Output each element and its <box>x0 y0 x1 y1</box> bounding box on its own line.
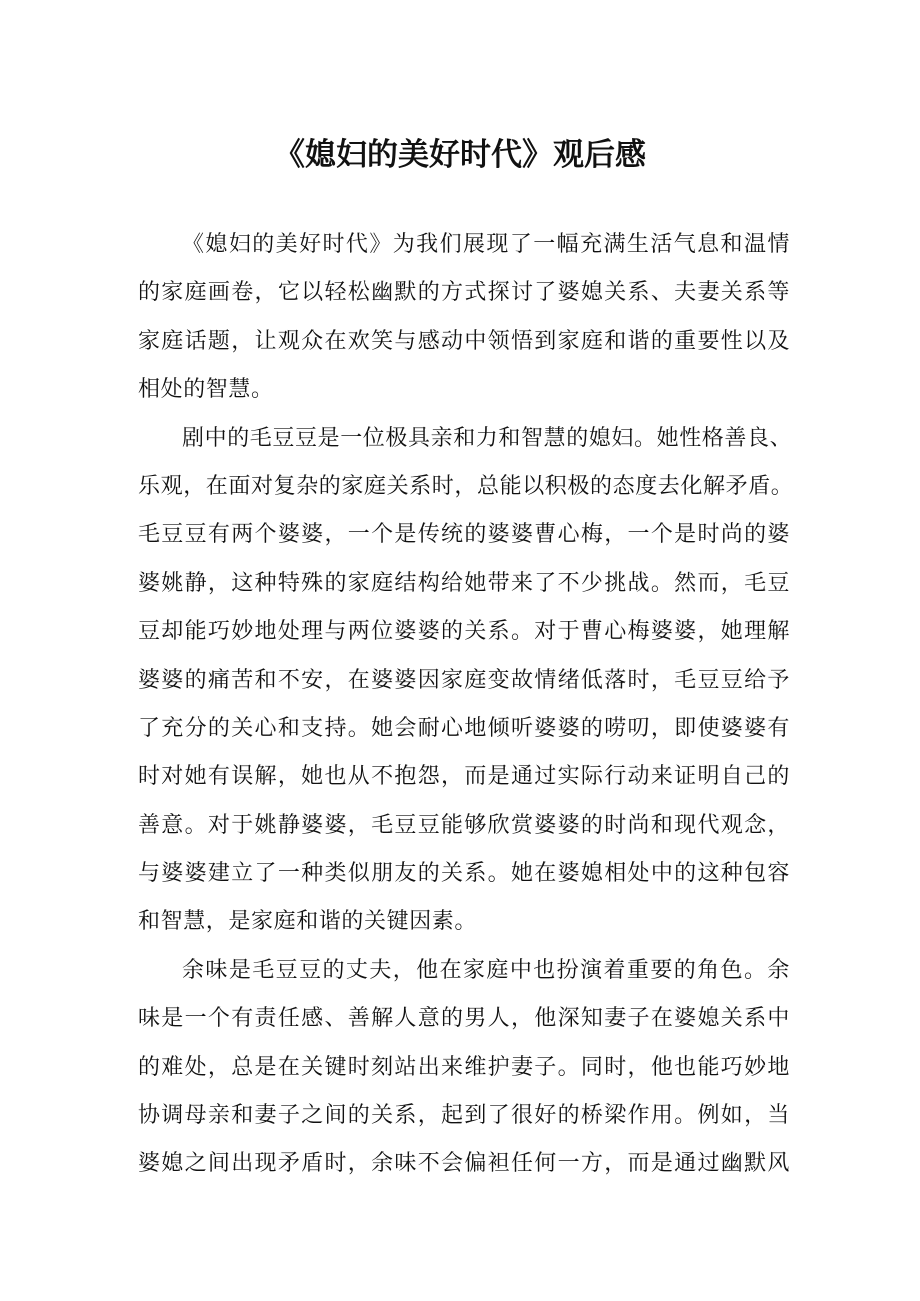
paragraph-3-line-2: 味是一个有责任感、善解人意的男人，他深知妻子在婆媳关系中 <box>138 1006 790 1032</box>
paragraph-2-line-1: 剧中的毛豆豆是一位极具亲和力和智慧的媳妇。她性格善良、 <box>182 425 793 451</box>
paragraph-2-line-10: 与婆婆建立了一种类似朋友的关系。她在婆媳相处中的这种包容 <box>138 861 790 887</box>
paragraph-2-line-7: 了充分的关心和支持。她会耐心地倾听婆婆的唠叨，即使婆婆有 <box>138 715 790 741</box>
paragraph-2-line-3: 毛豆豆有两个婆婆，一个是传统的婆婆曹心梅，一个是时尚的婆 <box>138 522 790 548</box>
paragraph-2-line-4: 婆姚静，这种特殊的家庭结构给她带来了不少挑战。然而，毛豆 <box>138 570 790 596</box>
paragraph-3-line-4: 协调母亲和妻子之间的关系，起到了很好的桥梁作用。例如，当 <box>138 1103 790 1129</box>
paragraph-1-line-1: 《媳妇的美好时代》为我们展现了一幅充满生活气息和温情 <box>182 232 790 257</box>
paragraph-3-line-5: 婆媳之间出现矛盾时，余味不会偏袒任何一方，而是通过幽默风 <box>138 1151 790 1177</box>
document-title: 《媳妇的美好时代》观后感 <box>274 137 646 173</box>
paragraph-2-line-5: 豆却能巧妙地处理与两位婆婆的关系。对于曹心梅婆婆，她理解 <box>138 619 790 645</box>
paragraph-1-line-3: 家庭话题，让观众在欢笑与感动中领悟到家庭和谐的重要性以及 <box>138 328 790 354</box>
paragraph-1-line-4: 相处的智慧。 <box>138 377 274 403</box>
document-body <box>138 221 794 1189</box>
paragraph-2-line-9: 善意。对于姚静婆婆，毛豆豆能够欣赏婆婆的时尚和现代观念， <box>138 812 790 838</box>
paragraph-2-line-8: 时对她有误解，她也从不抱怨，而是通过实际行动来证明自己的 <box>138 764 790 790</box>
paragraph-1-line-2: 的家庭画卷，它以轻松幽默的方式探讨了婆媳关系、夫妻关系等 <box>138 280 790 306</box>
paragraph-2-line-2: 乐观，在面对复杂的家庭关系时，总能以积极的态度去化解矛盾。 <box>138 473 794 499</box>
paragraph-3-line-1: 余味是毛豆豆的丈夫，他在家庭中也扮演着重要的角色。余 <box>182 957 790 983</box>
paragraph-2-line-11: 和智慧，是家庭和谐的关键因素。 <box>138 909 478 935</box>
paragraph-2-line-6: 婆婆的痛苦和不安，在婆婆因家庭变故情绪低落时，毛豆豆给予 <box>138 667 790 693</box>
paragraph-3-line-3: 的难处，总是在关键时刻站出来维护妻子。同时，他也能巧妙地 <box>138 1054 790 1080</box>
